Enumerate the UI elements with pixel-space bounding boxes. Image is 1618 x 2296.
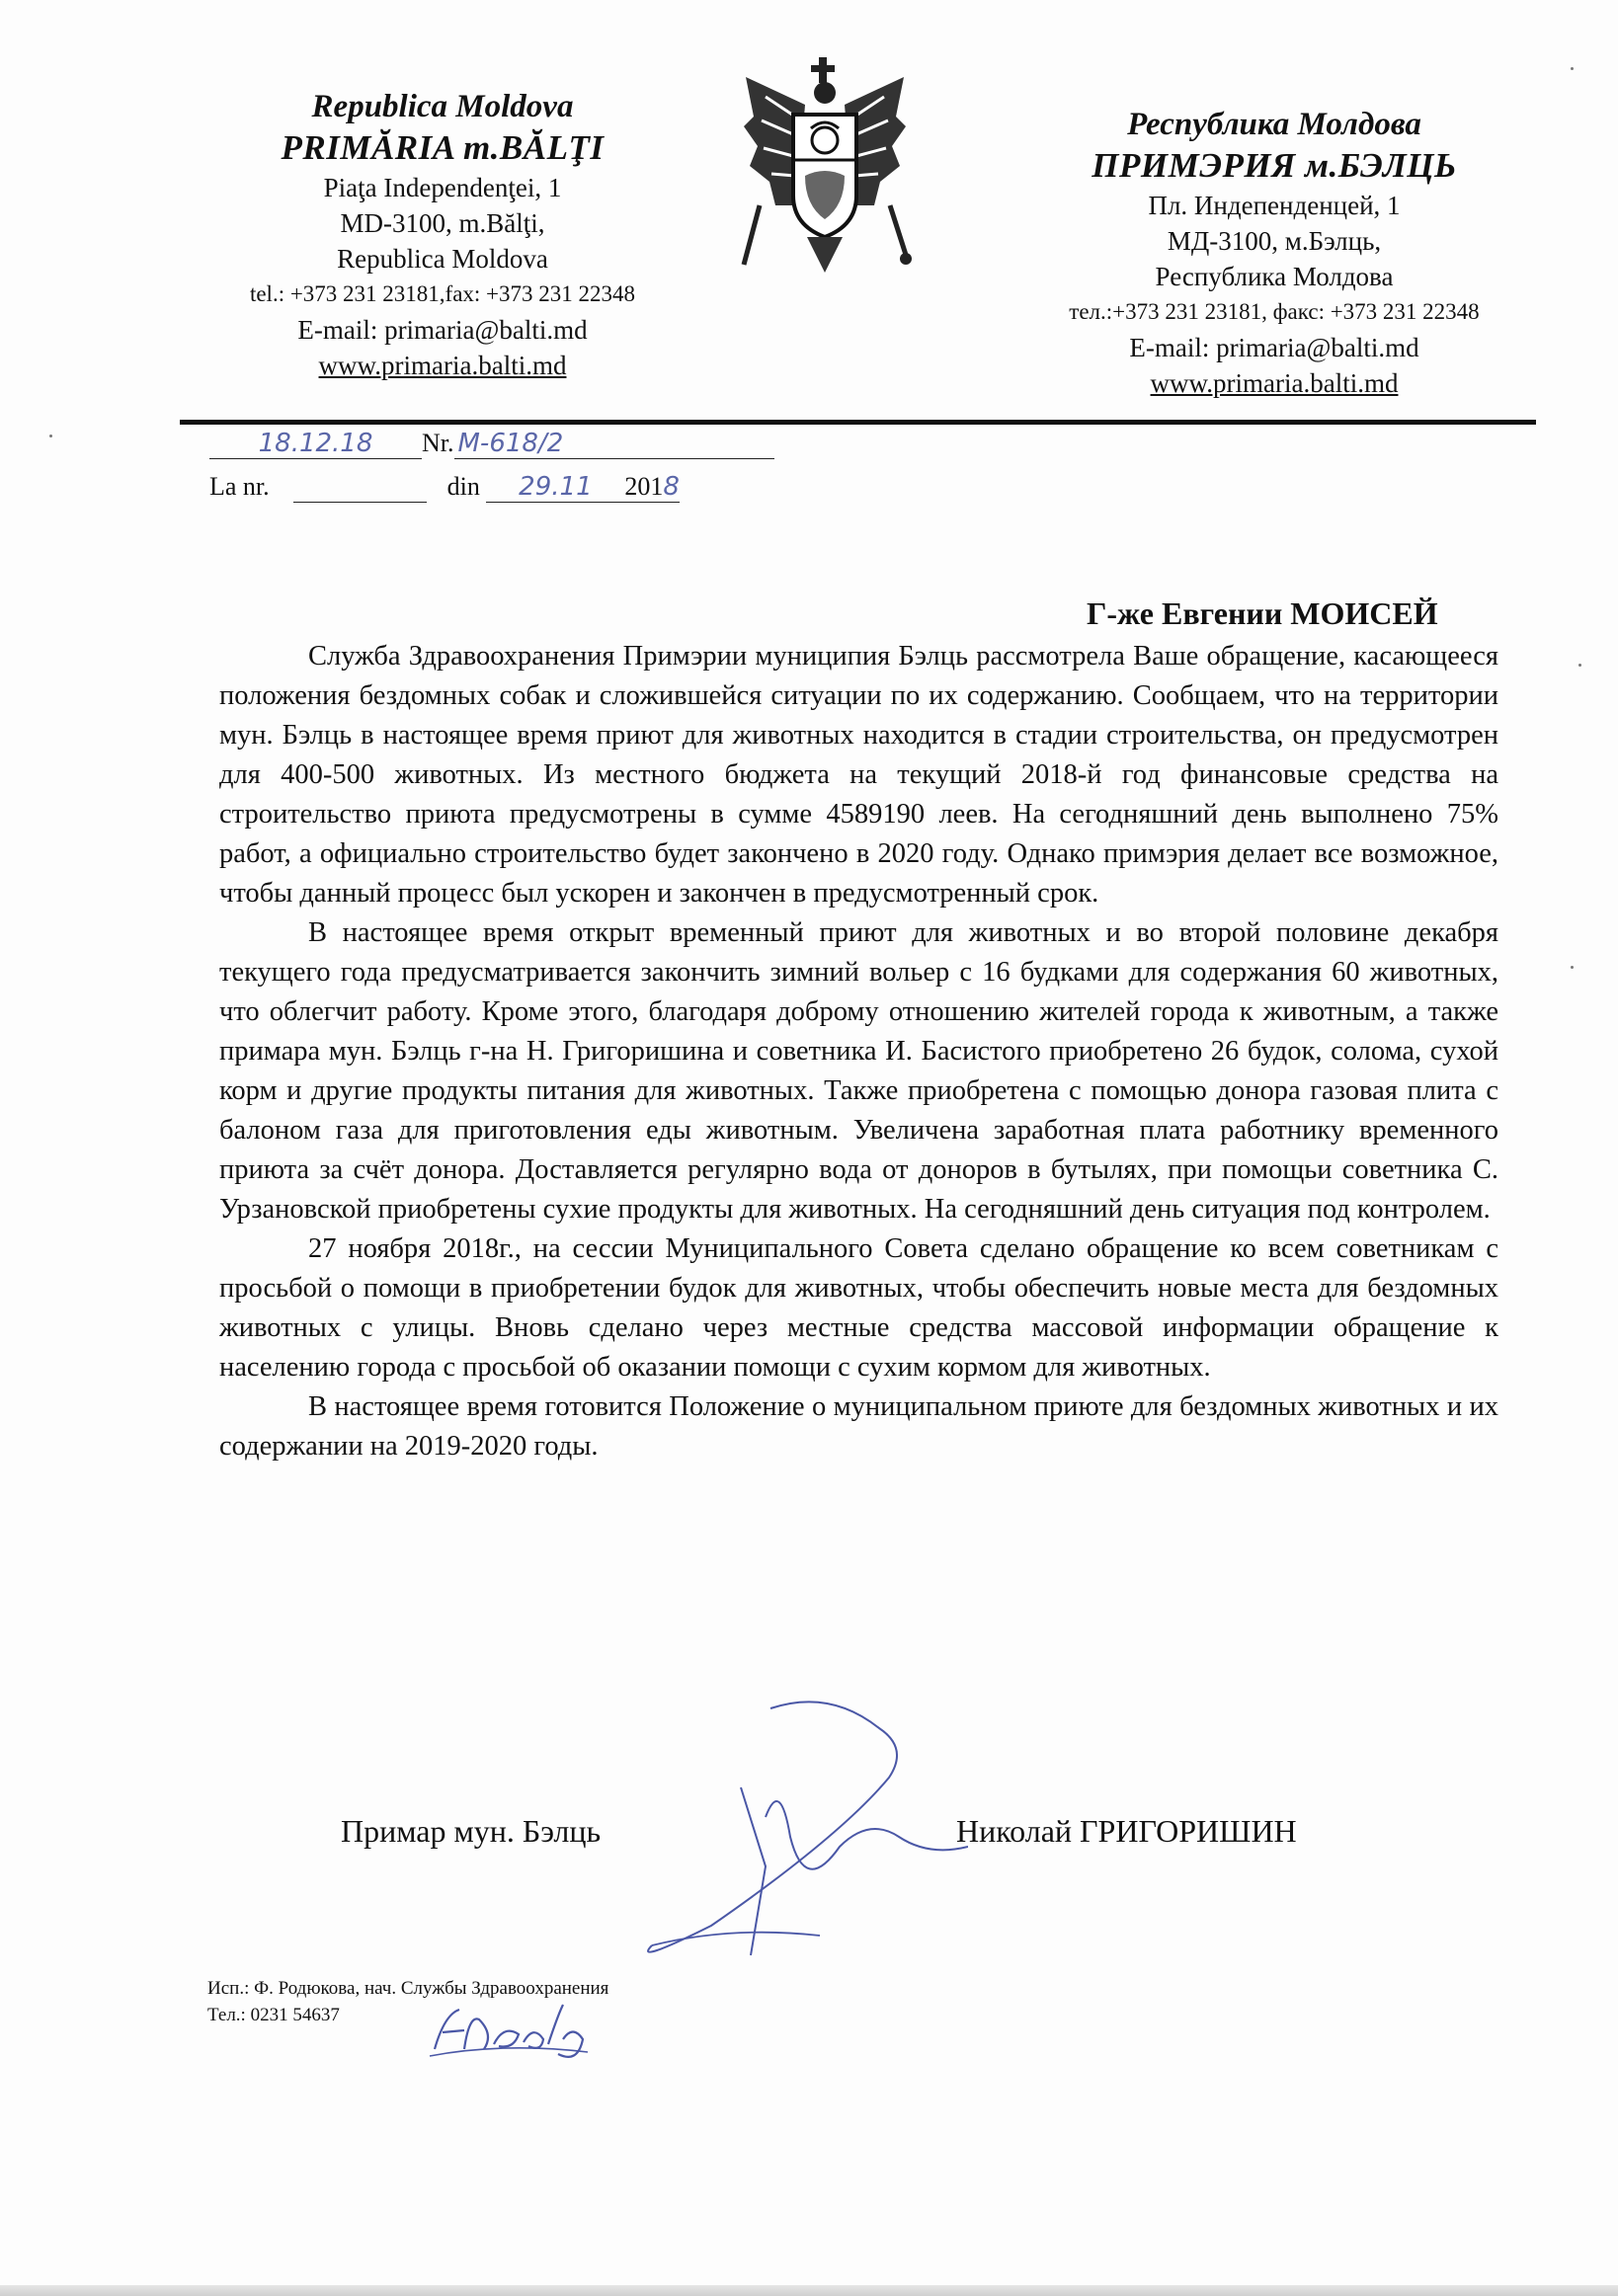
signature-title: Примар мун. Бэлць bbox=[341, 1813, 602, 1849]
header-left-address1: Piaţa Independenţei, 1 bbox=[323, 173, 562, 202]
incoming-date: 29.11 bbox=[519, 472, 593, 502]
scan-speck bbox=[1571, 966, 1574, 969]
incoming-number-field bbox=[293, 472, 427, 503]
header-left-address2: MD-3100, m.Bălţi, bbox=[340, 208, 545, 238]
header-right-address3: Республика Молдова bbox=[1155, 262, 1394, 291]
scan-speck bbox=[49, 435, 52, 437]
coat-of-arms-icon bbox=[736, 57, 914, 284]
year-prefix: 201 bbox=[624, 472, 664, 501]
header-right-address1: Пл. Индепенденцей, 1 bbox=[1148, 191, 1401, 220]
header-right-address2: МД-3100, м.Бэлць, bbox=[1167, 226, 1382, 256]
incoming-year-field bbox=[624, 472, 680, 503]
nr-label: Nr. bbox=[422, 429, 454, 457]
din-label: din bbox=[446, 472, 480, 501]
header-left-title1: Republica Moldova bbox=[311, 89, 574, 124]
addressee: Г-же Евгении МОИСЕЙ bbox=[1087, 595, 1438, 631]
header-left bbox=[186, 87, 699, 383]
la-nr-label: La nr. bbox=[209, 472, 270, 501]
executor-name: Исп.: Ф. Родюкова, нач. Службы Здравоохранения bbox=[207, 1978, 609, 1999]
header-right-email: E-mail: primaria@balti.md bbox=[1129, 333, 1419, 362]
header-right bbox=[998, 105, 1551, 401]
header-left-title2: PRIMĂRIA m.BĂLŢI bbox=[281, 128, 605, 167]
paragraph-4: В настоящее время готовится Положение о муниципальном приюте для бездомных животных и их содержании на 2019-2020 годы. bbox=[219, 1391, 1498, 1462]
paragraph-3: 27 ноября 2018г., на сессии Муниципального Совета сделано обращение ко всем советникам с просьбой о помощи в приобретении будок для животных, чтобы обеспечить новые места для бездомных животных с улицы. Вновь сделано через местные средства массовой информации обращение к населению города с просьбой об оказании помощи с сухим кормом для животных. bbox=[219, 1233, 1498, 1383]
header-divider bbox=[180, 420, 1536, 425]
header-right-title1: Республика Молдова bbox=[1127, 107, 1421, 142]
header-right-phone: тел.:+373 231 23181, факс: +373 231 22348 bbox=[1069, 299, 1480, 324]
scan-speck bbox=[1578, 664, 1581, 667]
header-left-web-link[interactable]: www.primaria.balti.md bbox=[318, 351, 567, 380]
header-left-phone: tel.: +373 231 23181,fax: +373 231 22348 bbox=[249, 281, 636, 306]
outgoing-date-field bbox=[209, 429, 422, 459]
incoming-date-field bbox=[486, 472, 624, 503]
outgoing-number-field bbox=[454, 429, 774, 459]
signatory-name: Николай ГРИГОРИШИН bbox=[956, 1813, 1297, 1849]
outgoing-date: 18.12.18 bbox=[258, 429, 373, 458]
paragraph-1: Служба Здравоохранения Примэрии муниципия Бэлць рассмотрела Ваше обращение, касающееся положения бездомных собак и сложившейся ситуации по их содержанию. Сообщаем, что на территории мун. Бэлць в настоящее время приют для животных находится в стадии строительства, он предусмотрен для 400-500 животных. Из местного бюджета на текущий 2018-й год финансовые средства на строительство приюта предусмотрены в сумме 4589190 леев. На сегодняшний день выполнено 75% работ, а официально строительство будет закончено в 2020 году. Однако примэрия делает все возможное, чтобы данный процесс был ускорен и закончен в предусмотренный срок. bbox=[219, 641, 1498, 909]
handwritten-signature bbox=[593, 1669, 968, 1985]
reference-line-2 bbox=[209, 472, 680, 503]
reference-line-1 bbox=[209, 429, 774, 459]
letter-body bbox=[219, 637, 1498, 1466]
outgoing-number: M-618/2 bbox=[457, 429, 564, 458]
header-left-address3: Republica Moldova bbox=[337, 244, 548, 274]
scan-speck bbox=[1571, 67, 1574, 70]
header-right-web-link[interactable]: www.primaria.balti.md bbox=[1150, 368, 1399, 398]
handwritten-initials bbox=[425, 1995, 593, 2064]
year-suffix: 8 bbox=[663, 472, 680, 502]
executor-phone: Тел.: 0231 54637 bbox=[207, 2005, 340, 2025]
header-right-title2: ПРИМЭРИЯ м.БЭЛЦЬ bbox=[1092, 146, 1457, 185]
paragraph-2: В настоящее время открыт временный приют для животных и во второй половине декабря текущего года предусматривается закончить зимний вольер с 16 будками для содержания 60 животных, что облегчит работу. Кроме этого, благодаря доброму отношению жителей города к животным, а также примара мун. Бэлць г-на Н. Григоришина и советника И. Басистого приобретено 26 будок, солома, сухой корм и другие продукты питания для животных. Также приобретена с помощью донора газовая плита с балоном газа для приготовления еды животным. Увеличена заработная плата работнику временного приюта за счёт донора. Доставляется регулярно вода от доноров в бутылях, при помощьи советника С. Урзановской приобретены сухие продукты для животных. На сегодняшний день ситуация под контролем. bbox=[219, 917, 1498, 1225]
header-left-email: E-mail: primaria@balti.md bbox=[297, 315, 588, 345]
scan-edge bbox=[0, 2285, 1618, 2296]
